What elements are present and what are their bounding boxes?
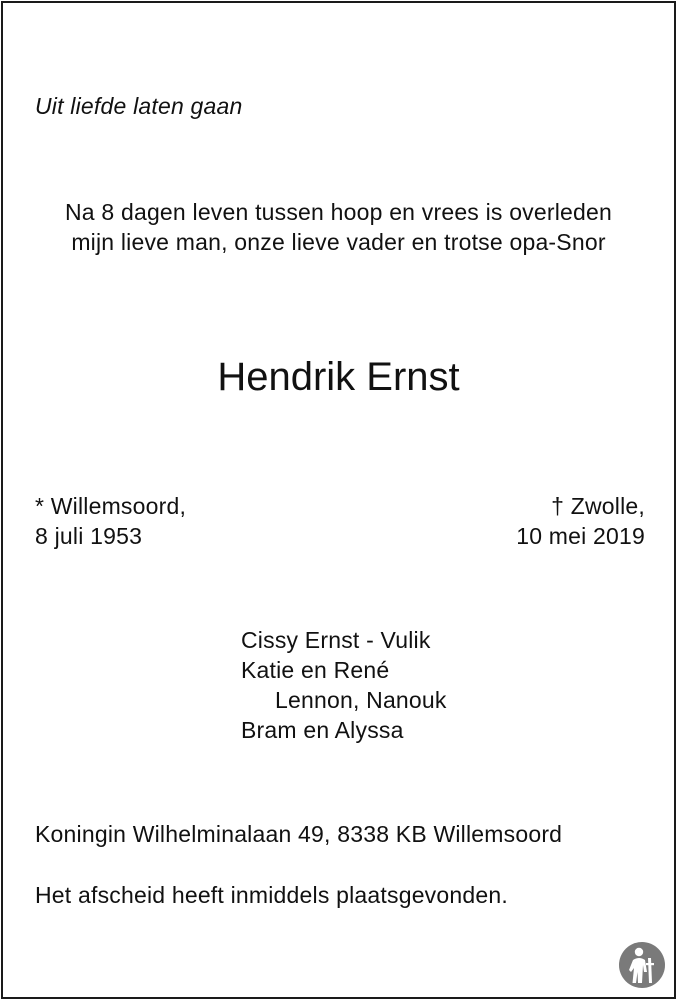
birth-place: * Willemsoord,: [35, 493, 187, 519]
memorial-figure-icon: [618, 941, 666, 989]
obituary-card: [1, 1, 676, 999]
address: Koningin Wilhelminalaan 49, 8338 KB Willemsoord: [35, 821, 563, 847]
birth-info: [35, 491, 186, 551]
announcement-line-2: mijn lieve man, onze lieve vader en trotse opa-Snor: [71, 229, 606, 255]
family-list: [241, 625, 447, 745]
death-date: 10 mei 2019: [516, 523, 645, 549]
family-member: Lennon, Nanouk: [275, 687, 447, 713]
family-member: Katie en René: [241, 657, 390, 683]
death-place: † Zwolle,: [551, 493, 645, 519]
announcement-line-1: Na 8 dagen leven tussen hoop en vrees is overleden: [64, 199, 613, 225]
intro-text: Uit liefde laten gaan: [35, 93, 243, 119]
family-member: Bram en Alyssa: [241, 717, 404, 743]
birth-date: 8 juli 1953: [35, 523, 143, 549]
death-info: [516, 491, 645, 551]
announcement: [3, 197, 674, 257]
family-member: Cissy Ernst - Vulik: [241, 627, 431, 653]
closing-text: Het afscheid heeft inmiddels plaatsgevonden.: [35, 882, 508, 908]
deceased-name: Hendrik Ernst: [217, 355, 460, 399]
